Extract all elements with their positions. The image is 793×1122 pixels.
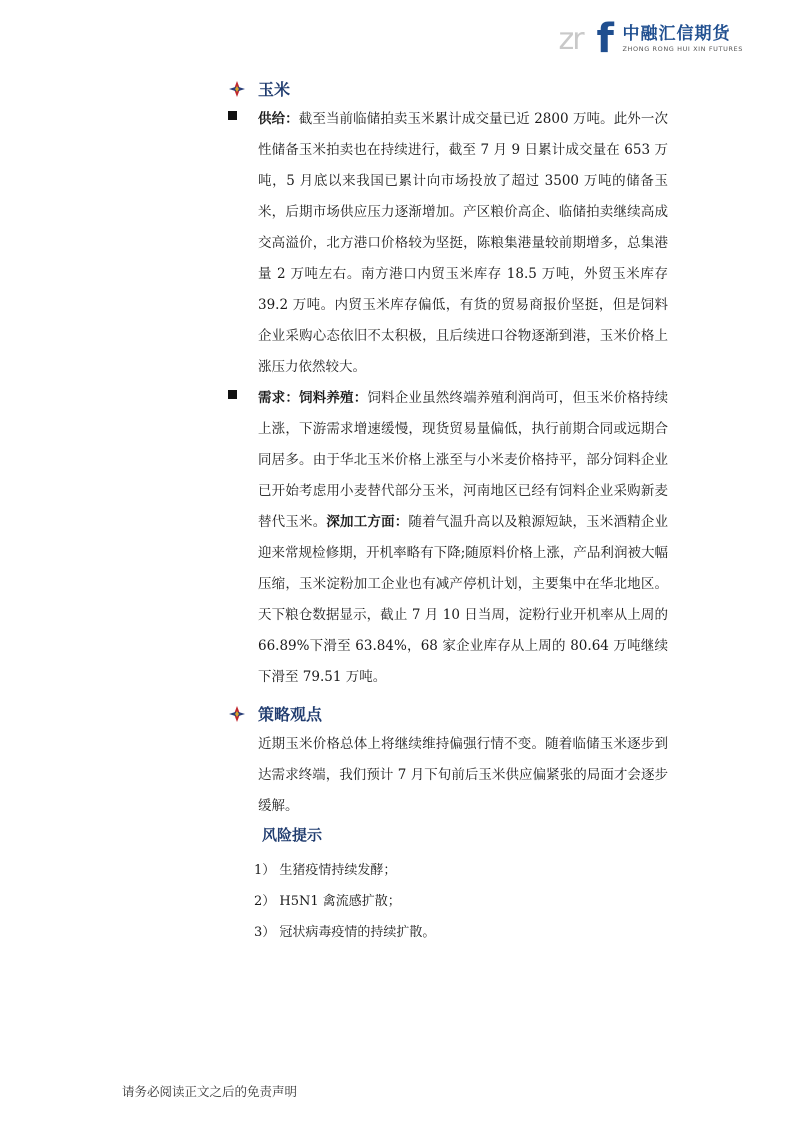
section-title-strategy: 策略观点: [258, 705, 323, 724]
demand-text: [258, 383, 668, 693]
brand-name-en: ZHONG RONG HUI XIN FUTURES: [622, 45, 743, 53]
square-bullet-icon: [228, 111, 237, 120]
supply-text: [258, 104, 668, 383]
logo-mark-f: f: [596, 16, 614, 62]
risk-item-3: 3） 冠状病毒疫情的持续扩散。: [254, 925, 436, 940]
strategy-text: 近期玉米价格总体上将继续维持偏强行情不变。随着临储玉米逐步到达需求终端，我们预计 7 月下旬前后玉米供应偏紧张的局面才会逐步缓解。: [258, 736, 668, 814]
supply-paragraph: [228, 104, 668, 383]
footer-disclaimer: 请务必阅读正文之后的免责声明: [122, 1084, 298, 1099]
section-title-corn: 玉米: [258, 80, 291, 99]
risk-list: [254, 855, 435, 948]
demand-paragraph: [228, 383, 668, 693]
diamond-arrow-icon: [228, 705, 246, 723]
processing-lead: 深加工方面：: [326, 514, 409, 530]
section-title-risk: 风险提示: [262, 826, 323, 844]
logo-mark-icon: [558, 18, 618, 62]
section-heading-corn: [228, 77, 290, 100]
demand-body-2: 随着气温升高以及粮源短缺，玉米酒精企业迎来常规检修期，开机率略有下降;随原料价格上涨，产品利润被大幅压缩，玉米淀粉加工企业也有减产停机计划，主要集中在华北地区。天下粮仓数据显示，截止 7 月 10 日当周，淀粉行业开机率从上周的 66.89%下滑至 63.84%，68 家企业库存从上周的 80.64 万吨继续下滑至 79.51 万吨。: [258, 514, 669, 685]
logo-text: [622, 24, 743, 54]
square-bullet-icon: [228, 390, 237, 399]
diamond-arrow-icon: [228, 80, 246, 98]
section-heading-strategy: [228, 702, 322, 725]
logo-mark-zr: zr: [558, 22, 583, 57]
risk-item-2: 2） H5N1 禽流感扩散；: [254, 894, 401, 909]
demand-body-1: 饲料企业虽然终端养殖利润尚可，但玉米价格持续上涨，下游需求增速缓慢，现货贸易量偏低，执行前期合同或远期合同居多。由于华北玉米价格上涨至与小米麦价格持平，部分饲料企业已开始考虑用小麦替代部分玉米，河南地区已经有饲料企业采购新麦替代玉米。: [258, 390, 669, 530]
brand-logo: [558, 18, 743, 62]
supply-body: 截至当前临储拍卖玉米累计成交量已近 2800 万吨。此外一次性储备玉米拍卖也在持续进行，截至 7 月 9 日累计成交量在 653 万吨，5 月底以来我国已累计向市场投放了超过 3500 万吨的储备玉米，后期市场供应压力逐渐增加。产区粮价高企、临储拍卖继续高成交高溢价，北方港口价格较为坚挺，陈粮集港量较前期增多，总集港量 2 万吨左右。南方港口内贸玉米库存 18.5 万吨，外贸玉米库存 39.2 万吨。内贸玉米库存偏低，有货的贸易商报价坚挺，但是饲料企业采购心态依旧不太积极，且后续进口谷物逐渐到港，玉米价格上涨压力依然较大。: [258, 111, 668, 375]
brand-name-cn: 中融汇信期货: [622, 24, 731, 44]
risk-item-1: 1） 生猪疫情持续发酵；: [254, 863, 397, 878]
demand-lead: 需求：饲料养殖：: [258, 390, 368, 406]
supply-lead: 供给：: [258, 111, 299, 127]
